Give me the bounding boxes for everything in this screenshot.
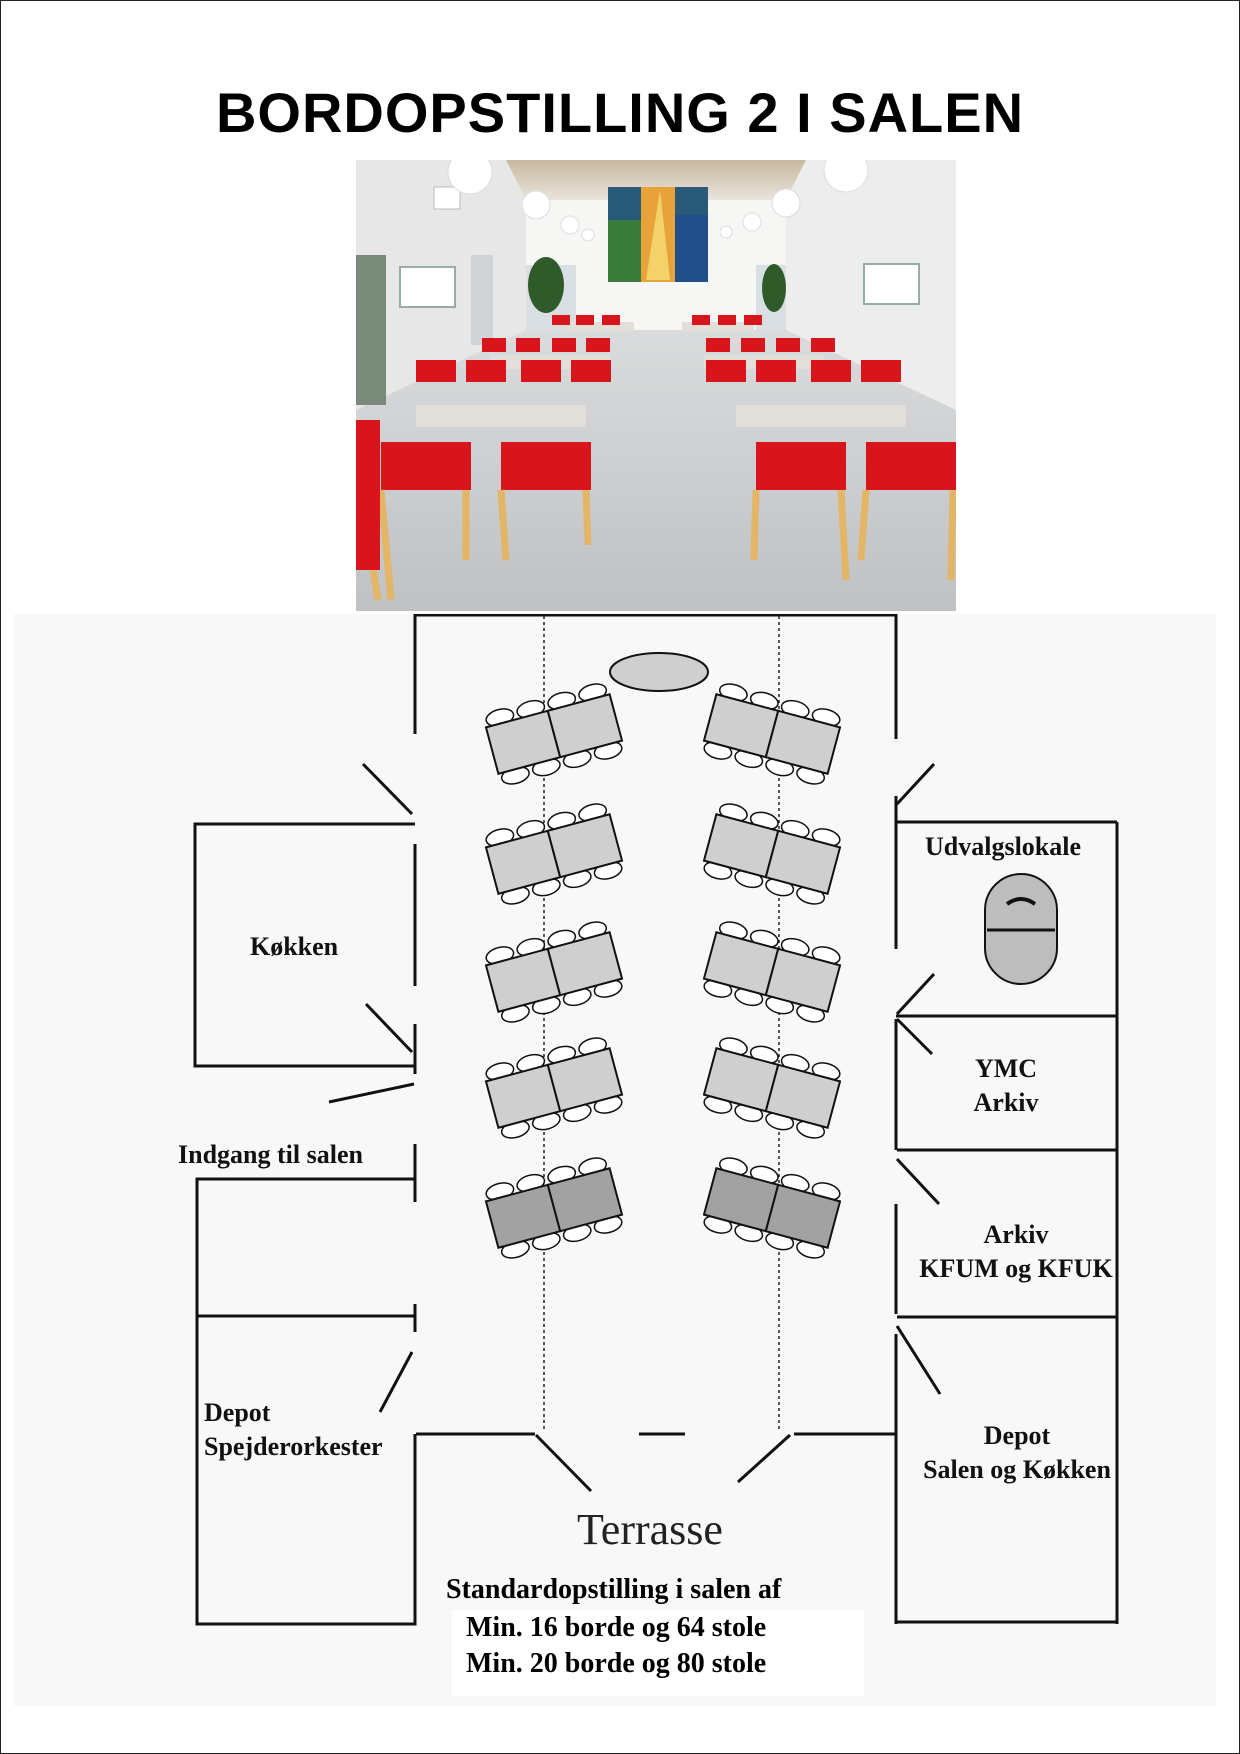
table-group-right (700, 681, 843, 788)
floor-plan (14, 614, 1216, 1706)
dining-hall-photo (356, 160, 956, 611)
option-20: Min. 20 borde og 80 stole (466, 1648, 767, 1679)
option-16: Min. 16 borde og 64 stole (466, 1612, 767, 1643)
table-group-right (700, 801, 843, 908)
room-depot-left-line1: Depot (204, 1398, 271, 1427)
terrace-label: Terrasse (577, 1505, 723, 1554)
table-group-left (482, 681, 625, 788)
table-group-left (482, 919, 625, 1026)
table-group-right (700, 1155, 843, 1262)
room-arkiv-line2: KFUM og KFUK (919, 1254, 1113, 1283)
oval-table (610, 653, 708, 691)
table-groups (482, 681, 843, 1262)
room-arkiv-kfum (914, 1218, 1118, 1286)
hall-photo (356, 160, 956, 611)
room-depot-right-line2: Salen og Køkken (923, 1455, 1111, 1484)
room-ymc (966, 1052, 1046, 1120)
room-depot-right-line1: Depot (983, 1421, 1051, 1450)
room-kokken: Køkken (250, 932, 339, 961)
room-depot-salen (912, 1419, 1122, 1487)
meeting-table (985, 874, 1057, 984)
standard-heading: Standardopstilling i salen af (446, 1574, 782, 1605)
table-group-left (482, 801, 625, 908)
room-ymc-line1: YMC (974, 1054, 1038, 1083)
page-title: BORDOPSTILLING 2 I SALEN (215, 81, 1025, 144)
room-udvalgslokale: Udvalgslokale (925, 832, 1082, 861)
room-depot-spejder (204, 1396, 383, 1464)
options-box (452, 1610, 864, 1696)
table-group-right (700, 1035, 843, 1142)
table-group-left (482, 1035, 625, 1142)
entrance-label: Indgang til salen (178, 1140, 363, 1169)
room-arkiv-line1: Arkiv (983, 1220, 1049, 1249)
room-depot-left-line2: Spejderorkester (204, 1432, 383, 1461)
table-group-left (482, 1155, 625, 1262)
room-ymc-line2: Arkiv (973, 1088, 1039, 1117)
table-group-right (700, 919, 843, 1026)
